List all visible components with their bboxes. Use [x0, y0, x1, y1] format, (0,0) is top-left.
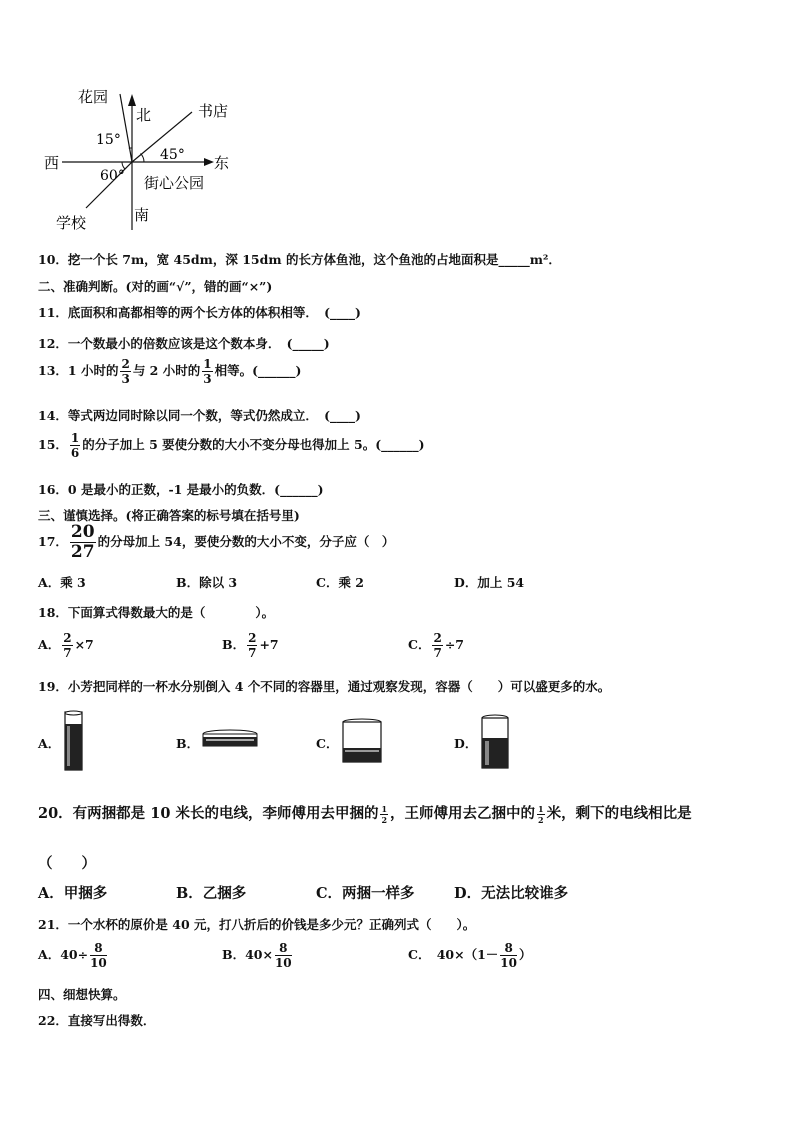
- option-b[interactable]: B． $\frac{2}{7}$ +7: [222, 631, 279, 660]
- question-17: 17． $\frac{20}{27}$ 的分母加上 54，要使分数的大小不变，分子应（ ）: [38, 522, 395, 562]
- east-label: 东: [214, 154, 230, 172]
- option-d[interactable]: D．加上 54: [454, 575, 525, 590]
- question-13: 13．1 小时的 $\frac{2}{3}$ 与 2 小时的 $\frac{1}{3}$ 相等。(______): [38, 357, 302, 386]
- fraction: $\frac{8}{10}$: [274, 941, 292, 970]
- answer-blank: _____: [498, 252, 530, 267]
- question-12: 12．一个数最小的倍数应该是这个数本身． (_____): [38, 336, 330, 351]
- school-label: 学校: [56, 214, 87, 232]
- angle-15-label: 15°: [96, 132, 121, 148]
- angle-45-label: 45°: [160, 147, 185, 163]
- south-label: 南: [134, 206, 150, 224]
- option-a[interactable]: A．: [38, 736, 61, 751]
- option-b[interactable]: B．40× $\frac{8}{10}$: [222, 941, 292, 970]
- option-b[interactable]: B．: [176, 736, 200, 751]
- question-14: 14．等式两边同时除以同一个数，等式仍然成立． (____): [38, 408, 361, 423]
- option-d[interactable]: D．无法比较谁多: [454, 885, 569, 902]
- option-a[interactable]: A．40÷ $\frac{8}{10}$: [38, 941, 107, 970]
- question-21: 21．一个水杯的原价是 40 元，打八折后的价钱是多少元？正确列式（ ）。: [38, 917, 476, 932]
- question-11: 11．底面积和高都相等的两个长方体的体积相等． (____): [38, 305, 361, 320]
- section-3-heading: 三、谨慎选择。(将正确答案的标号填在括号里): [38, 508, 300, 523]
- fraction: $\frac{8}{10}$: [90, 941, 107, 970]
- option-a[interactable]: A． $\frac{2}{7}$ ×7: [38, 631, 94, 660]
- fraction: $\frac{8}{10}$: [500, 941, 517, 970]
- fraction: $\frac{1}{2}$: [538, 803, 544, 825]
- container-d-glass-icon: [478, 714, 512, 770]
- option-d[interactable]: D．: [454, 736, 478, 751]
- option-a[interactable]: A．乘 3: [38, 575, 86, 590]
- east-arrowhead: [204, 158, 214, 166]
- container-a-tall-icon: [62, 710, 86, 772]
- question-22: 22．直接写出得数．: [38, 1013, 156, 1028]
- question-20: 20．有两捆都是 10 米长的电线，李师傅用去甲捆的 $\frac{1}{2}$ ，王师傅用去乙捆中的 $\frac{1}{2}$ 米，剩下的电线相比是: [38, 803, 692, 825]
- option-b[interactable]: B．除以 3: [176, 575, 238, 590]
- option-c[interactable]: C．两捆一样多: [316, 885, 415, 902]
- garden-label: 花园: [78, 88, 109, 106]
- question-19: 19．小芳把同样的一杯水分别倒入 4 个不同的容器里，通过观察发现，容器（ ）可以盛更多的水。: [38, 679, 611, 694]
- angle-45-arc: [141, 154, 145, 163]
- option-c[interactable]: C．: [316, 736, 339, 751]
- answer-paren: （ ）: [38, 855, 96, 872]
- fraction: $\frac{1}{2}$: [381, 803, 388, 825]
- question-16: 16．0 是最小的正数，-1 是最小的负数．(______): [38, 482, 324, 497]
- option-c[interactable]: C． 40×（1－ $\frac{8}{10}$ ）: [408, 941, 532, 970]
- option-c[interactable]: C． $\frac{2}{7}$ ÷7: [408, 631, 464, 660]
- option-c[interactable]: C．乘 2: [316, 575, 364, 590]
- fraction: $\frac{2}{7}$: [63, 631, 72, 660]
- north-label: 北: [136, 106, 152, 124]
- fraction: $\frac{1}{3}$: [203, 357, 212, 386]
- direction-diagram: [38, 82, 258, 232]
- fraction: $\frac{2}{3}$: [121, 357, 130, 386]
- section-2-heading: 二、准确判断。(对的画“√”，错的画“×”): [38, 279, 273, 294]
- option-a[interactable]: A．甲捆多: [38, 885, 108, 902]
- container-b-wide-icon: [200, 728, 260, 750]
- north-arrowhead: [128, 94, 136, 106]
- fraction: $\frac{1}{6}$: [70, 431, 80, 460]
- section-4-heading: 四、细想快算。: [38, 987, 126, 1002]
- question-15: 15． $\frac{1}{6}$ 的分子加上 5 要使分数的大小不变分母也得加上 5。(______): [38, 431, 425, 460]
- angle-60-label: 60°: [100, 168, 125, 184]
- park-label: 街心公园: [144, 174, 205, 192]
- fraction: $\frac{20}{27}$: [70, 522, 95, 562]
- question-10: 10．挖一个长 7m，宽 45dm，深 15dm 的长方体鱼池，这个鱼池的占地面积是_____m²．: [38, 252, 561, 267]
- container-c-medium-icon: [340, 718, 384, 764]
- fraction: $\frac{2}{7}$: [248, 631, 257, 660]
- bookstore-label: 书店: [198, 102, 229, 120]
- fraction: $\frac{2}{7}$: [433, 631, 442, 660]
- option-b[interactable]: B．乙捆多: [176, 885, 247, 902]
- west-label: 西: [44, 154, 60, 172]
- question-18: 18．下面算式得数最大的是（ ）。: [38, 605, 275, 620]
